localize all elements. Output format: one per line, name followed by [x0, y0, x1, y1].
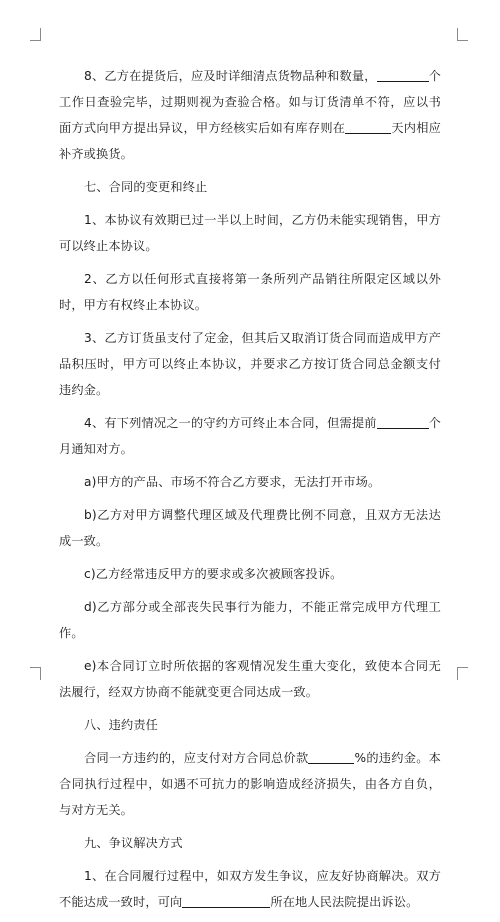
blank-inspection-days[interactable]	[377, 68, 429, 82]
section-heading-9: 九、争议解决方式	[84, 836, 183, 850]
crop-mark-bottom-right	[457, 667, 468, 680]
clause-8-inspection: 8、乙方在提货后，应及时详细清点货物品种和数量， 个工作日查验完毕，过期则视为查验合格。如与订货清单不符，应以书面方式向甲方提出异议，甲方经核实后如有库存则在 天内相应补齐或换货。	[59, 69, 442, 161]
crop-mark-top-right	[457, 28, 468, 41]
clause-7-4-a: a)甲方的产品、市场不符合乙方要求，无法打开市场。	[84, 475, 381, 489]
clause-7-4-e: e)本合同订立时所依据的客观情况发生重大变化，致使本合同无法履行，经双方协商不能就变更合同达成一致。	[59, 659, 441, 699]
blank-penalty-percent[interactable]	[308, 750, 354, 764]
clause-7-4-c: c)乙方经常违反甲方的要求或多次被顾客投诉。	[84, 567, 343, 581]
clause-7-2: 2、乙方以任何形式直接将第一条所列产品销往所限定区域以外时，甲方有权终止本协议。	[59, 272, 441, 312]
clause-7-3: 3、乙方订货虽支付了定金，但其后又取消订货合同而造成甲方产品积压时，甲方可以终止本协议，并要求乙方按订货合同总金额支付违约金。	[59, 331, 441, 397]
clause-8-penalty: 合同一方违约的，应支付对方合同总价款 %的违约金。本合同执行过程中，如遇不可抗力的影响造成经济损失，由各方自负，与对方无关。	[59, 751, 441, 817]
crop-mark-top-left	[30, 28, 41, 41]
clause-9-1: 1、在合同履行过程中，如双方发生争议，应友好协商解决。双方不能达成一致时，可向 所在地人民法院提出诉讼。	[59, 869, 441, 909]
clause-7-4-b: b)乙方对甲方调整代理区域及代理费比例不同意，且双方无法达成一致。	[59, 508, 441, 548]
clause-7-1: 1、本协议有效期已过一半以上时间，乙方仍未能实现销售，甲方可以终止本协议。	[59, 213, 441, 253]
clause-7-4-d: d)乙方部分或全部丧失民事行为能力，不能正常完成甲方代理工作。	[59, 600, 441, 640]
clause-7-4: 4、有下列情况之一的守约方可终止本合同，但需提前 个月通知对方。	[59, 416, 442, 456]
crop-mark-bottom-left	[30, 667, 41, 680]
blank-replacement-days[interactable]	[345, 120, 391, 134]
section-heading-7: 七、合同的变更和终止	[84, 180, 208, 194]
blank-court-location[interactable]	[182, 894, 270, 908]
document-body	[59, 63, 441, 922]
section-heading-8: 八、违约责任	[84, 718, 159, 732]
blank-notice-months[interactable]	[377, 415, 429, 429]
